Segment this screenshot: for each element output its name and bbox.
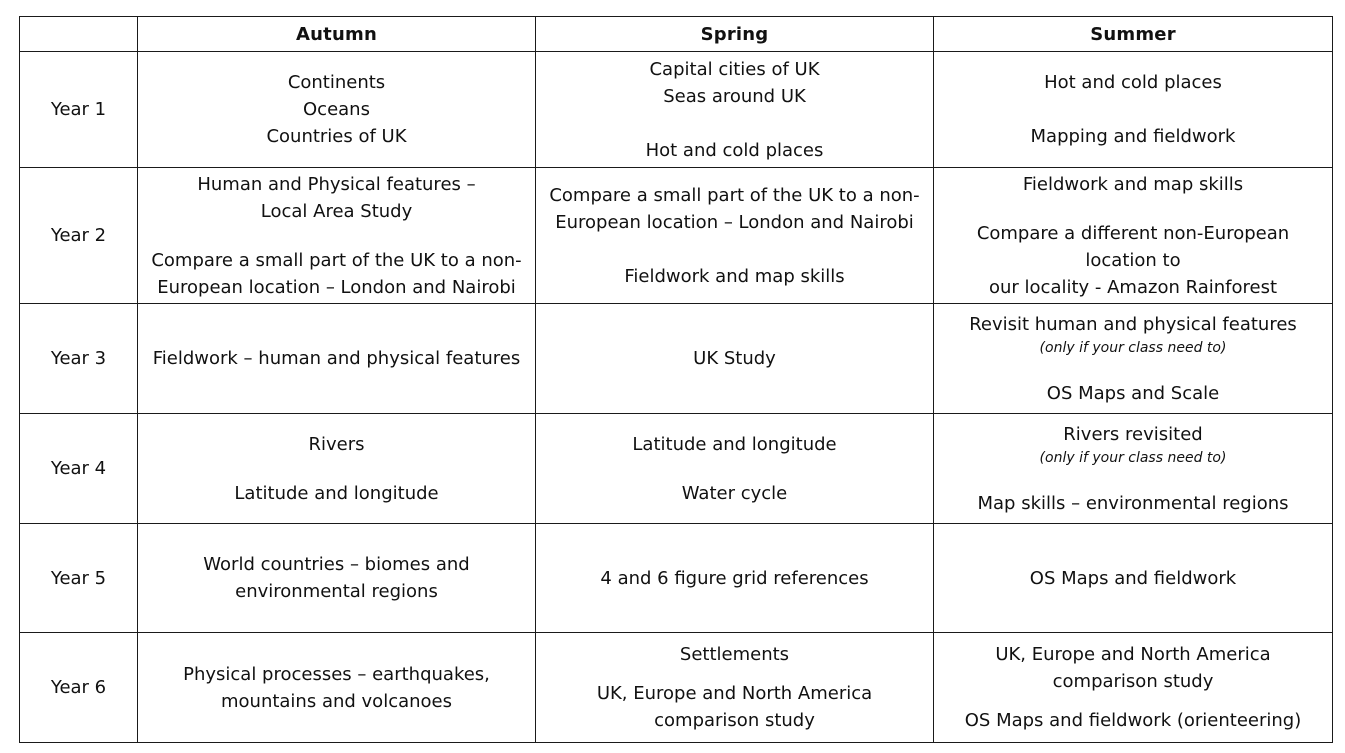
table-row-year-2: [20, 168, 1333, 304]
topic: environmental regions: [235, 581, 438, 602]
row-label-year-1: Year 1: [20, 52, 138, 168]
topic: Continents: [287, 72, 386, 93]
cell-year-3-autumn: [138, 304, 536, 414]
topic: Seas around UK: [663, 85, 806, 107]
header-spring: Spring: [536, 17, 934, 52]
topic: Water cycle: [681, 482, 788, 504]
topic: OS Maps and fieldwork (orienteering): [964, 710, 1302, 731]
row-label-year-4: Year 4: [20, 414, 138, 524]
spacer: [940, 198, 1326, 220]
topic: UK, Europe and North America: [596, 683, 873, 704]
topic: our locality - Amazon Rainforest: [988, 276, 1278, 298]
topic: Fieldwork and map skills: [624, 265, 845, 287]
cell-year-6-autumn: [138, 633, 536, 743]
spacer: [940, 695, 1326, 707]
topic: Compare a different non-European location to: [976, 222, 1290, 271]
topic: comparison study: [1052, 671, 1214, 692]
cell-year-6-spring: [536, 633, 934, 743]
table-row-year-5: [20, 524, 1333, 633]
cell-year-1-spring: [536, 52, 934, 168]
topic: OS Maps and fieldwork: [1029, 567, 1237, 589]
topic: Compare a small part of the UK to a non-: [549, 184, 920, 206]
topic: Capital cities of UK: [649, 58, 820, 80]
topic: Oceans: [303, 99, 370, 120]
table-row-year-6: [20, 633, 1333, 743]
curriculum-sheet: [19, 16, 1333, 743]
table-row-year-3: [20, 304, 1333, 414]
topic: mountains and volcanoes: [220, 690, 452, 712]
topic: Latitude and longitude: [234, 482, 439, 504]
header-corner-cell: [20, 17, 138, 52]
header-row: [20, 17, 1333, 52]
topic: UK Study: [693, 348, 776, 369]
cell-year-4-spring: [536, 414, 934, 524]
cell-year-2-spring: [536, 168, 934, 304]
row-label-year-6: Year 6: [20, 633, 138, 743]
cell-year-5-spring: [536, 524, 934, 633]
cell-year-4-autumn: [138, 414, 536, 524]
header-summer: Summer: [934, 17, 1333, 52]
topic: Human and Physical features –: [197, 173, 476, 195]
topic: Map skills – environmental regions: [977, 492, 1289, 514]
topic: European location – London and Nairobi: [555, 211, 914, 233]
topic: Latitude and longitude: [632, 433, 837, 455]
spacer: [542, 236, 927, 263]
topic: Physical processes – earthquakes,: [183, 663, 490, 685]
cell-year-6-summer: [934, 633, 1333, 743]
spacer: [940, 468, 1326, 490]
header-autumn: Autumn: [138, 17, 536, 52]
cell-year-5-autumn: [138, 524, 536, 633]
table-row-year-1: [20, 52, 1333, 168]
topic: Local Area Study: [260, 200, 413, 222]
topic: Rivers: [308, 433, 365, 455]
topic: World countries – biomes and: [203, 554, 470, 575]
spacer: [940, 96, 1326, 123]
row-label-year-5: Year 5: [20, 524, 138, 633]
cell-year-4-summer: [934, 414, 1333, 524]
topic: European location – London and Nairobi: [157, 276, 516, 298]
cell-year-1-summer: [934, 52, 1333, 168]
topic: Revisit human and physical features: [969, 313, 1297, 335]
row-label-year-3: Year 3: [20, 304, 138, 414]
topic: UK, Europe and North America: [995, 644, 1271, 665]
geography-curriculum-table: [19, 16, 1333, 743]
spacer: [940, 358, 1326, 380]
row-label-year-2: Year 2: [20, 168, 138, 304]
cell-year-3-summer: [934, 304, 1333, 414]
spacer: [144, 458, 529, 480]
topic-note: (only if your class need to): [1039, 339, 1227, 356]
cell-year-1-autumn: [138, 52, 536, 168]
topic: Compare a small part of the UK to a non-: [151, 249, 522, 271]
topic: Settlements: [679, 644, 790, 665]
topic: 4 and 6 figure grid references: [600, 567, 869, 589]
topic: Mapping and fieldwork: [1030, 126, 1236, 147]
topic: comparison study: [654, 710, 815, 731]
topic: OS Maps and Scale: [1046, 382, 1220, 404]
topic: Hot and cold places: [645, 139, 824, 161]
topic-note: (only if your class need to): [1039, 449, 1227, 466]
table-row-year-4: [20, 414, 1333, 524]
cell-year-2-summer: [934, 168, 1333, 304]
cell-year-3-spring: [536, 304, 934, 414]
cell-year-5-summer: [934, 524, 1333, 633]
spacer: [542, 458, 927, 480]
topic: Countries of UK: [266, 126, 407, 147]
cell-year-2-autumn: [138, 168, 536, 304]
spacer: [144, 225, 529, 247]
topic: Rivers revisited: [1063, 423, 1203, 445]
topic: Fieldwork and map skills: [1022, 173, 1244, 195]
topic: Fieldwork – human and physical features: [152, 348, 521, 369]
topic: Hot and cold places: [1044, 72, 1222, 93]
spacer: [542, 110, 927, 137]
spacer: [542, 668, 927, 680]
